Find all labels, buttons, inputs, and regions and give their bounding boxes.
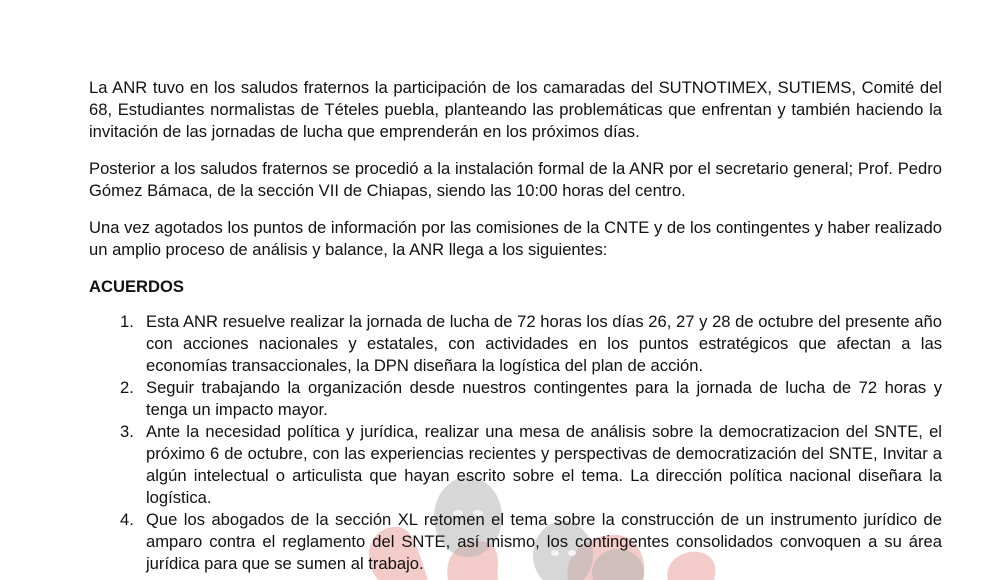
paragraph-instalacion: Posterior a los saludos fraternos se procedió a la instalación formal de la ANR por el secretario general; Prof. Pedro Gómez Bámaca, de la sección VII de Chiapas, siendo las 10:00 horas del centro. — [89, 159, 942, 200]
list-item-number: 3. — [120, 422, 134, 441]
list-item — [89, 421, 942, 509]
list-item — [89, 377, 942, 421]
list-item — [89, 509, 942, 575]
list-item-number: 2. — [120, 378, 134, 397]
list-item-text: Esta ANR resuelve realizar la jornada de lucha de 72 horas los días 26, 27 y 28 de octubre del presente año con acciones nacionales y estatales, con actividades en los puntos estratégicos que afectan a las economías transaccionales, la DPN diseñara la logística del plan de acción. — [146, 312, 942, 375]
list-item-text: Que los abogados de la sección XL retomen el tema sobre la construcción de un instrumento jurídico de amparo contra el reglamento del SNTE, así mismo, los contingentes consolidados convoquen a su área jurídica para que se sumen al trabajo. — [146, 510, 942, 573]
agreements-list — [89, 311, 942, 575]
list-item-text: Ante la necesidad política y jurídica, realizar una mesa de análisis sobre la democratizacion del SNTE, el próximo 6 de octubre, con las experiencias recientes y perspectivas de democratización del SNTE, Invitar a algún intelectual o articulista que hayan escrito sobre el tema. La dirección política nacional diseñara la logística. — [146, 422, 942, 507]
list-item-text: Seguir trabajando la organización desde nuestros contingentes para la jornada de lucha de 72 horas y tenga un impacto mayor. — [146, 378, 942, 419]
list-item-number: 4. — [120, 510, 134, 529]
paragraph-saludos: La ANR tuvo en los saludos fraternos la participación de los camaradas del SUTNOTIMEX, SUTIEMS, Comité del 68, Estudiantes normalistas de Tételes puebla, planteando las problemáticas que enfrentan y también haciendo la invitación de las jornadas de lucha que emprenderán en los próximos días. — [89, 78, 942, 141]
list-item — [89, 311, 942, 377]
document-page — [89, 77, 942, 575]
paragraph-analisis: Una vez agotados los puntos de información por las comisiones de la CNTE y de los contingentes y haber realizado un amplio proceso de análisis y balance, la ANR llega a los siguientes: — [89, 218, 942, 259]
section-heading-acuerdos: ACUERDOS — [89, 277, 184, 296]
list-item-number: 1. — [120, 312, 134, 331]
